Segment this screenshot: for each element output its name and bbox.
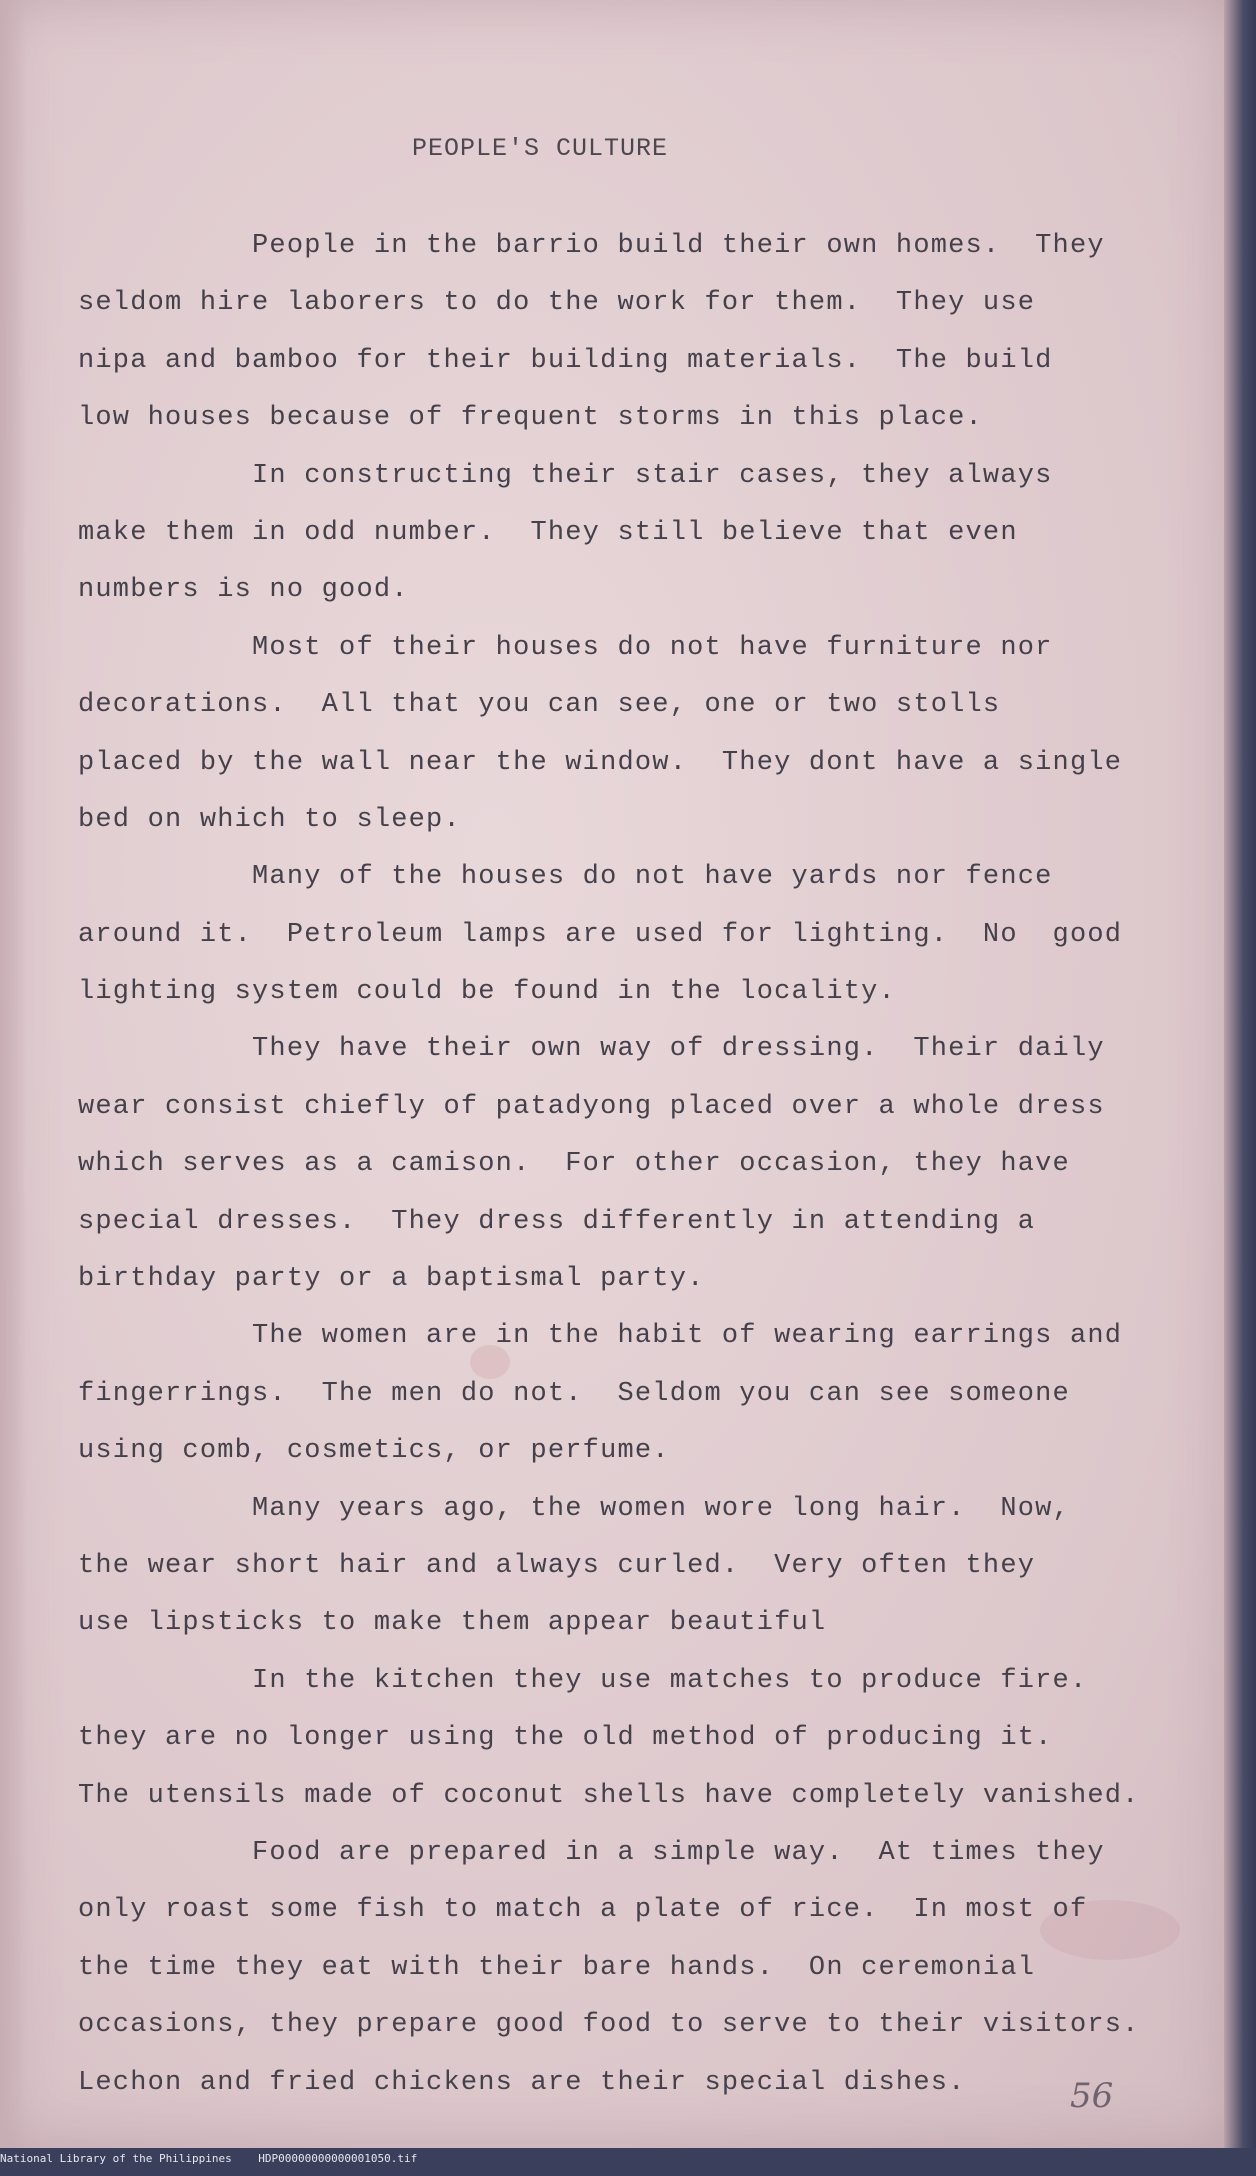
text-line: People in the barrio build their own homes. They: [78, 231, 1105, 261]
text-line: decorations. All that you can see, one or two stolls: [78, 690, 1001, 721]
text-line: placed by the wall near the window. They dont have a single: [78, 747, 1123, 778]
text-line: seldom hire laborers to do the work for them. They use: [78, 288, 1036, 319]
text-line: using comb, cosmetics, or perfume.: [78, 1436, 670, 1467]
text-line: Food are prepared in a simple way. At times they: [78, 1837, 1105, 1868]
text-line: the time they eat with their bare hands. On ceremonial: [78, 1952, 1036, 1983]
text-line: low houses because of frequent storms in this place.: [78, 403, 983, 434]
text-line: nipa and bamboo for their building materials. The build: [78, 345, 1053, 376]
text-line: In constructing their stair cases, they always: [78, 460, 1053, 491]
text-line: numbers is no good.: [78, 575, 409, 606]
text-line: In the kitchen they use matches to produce fire.: [78, 1665, 1088, 1696]
text-line: the wear short hair and always curled. Very often they: [78, 1550, 1036, 1581]
text-line: birthday party or a baptismal party.: [78, 1264, 705, 1295]
scanner-edge: [1224, 0, 1256, 2148]
text-line: Many years ago, the women wore long hair. Now,: [78, 1493, 1070, 1524]
page-number: 56: [1070, 2076, 1114, 2116]
text-line: Most of their houses do not have furniture nor: [78, 632, 1053, 663]
text-line: wear consist chiefly of patadyong placed over a whole dress: [78, 1091, 1105, 1122]
text-line: only roast some fish to match a plate of rice. In most of: [78, 1895, 1088, 1926]
text-line: They have their own way of dressing. Their daily: [78, 1034, 1105, 1065]
text-line: Lechon and fried chickens are their special dishes.: [78, 2067, 966, 2098]
text-line: special dresses. They dress differently in attending a: [78, 1206, 1036, 1237]
text-line: The women are in the habit of wearing earrings and: [78, 1321, 1123, 1352]
text-line: The utensils made of coconut shells have completely vanished.: [78, 1780, 1140, 1811]
text-line: make them in odd number. They still believe that even: [78, 517, 1018, 548]
text-line: occasions, they prepare good food to serve to their visitors.: [78, 2010, 1140, 2041]
text-line: lighting system could be found in the locality.: [78, 977, 896, 1008]
scan-footer-caption: National Library of the Philippines HDP00000000000001050.tif: [0, 2152, 418, 2165]
text-line: which serves as a camison. For other occasion, they have: [78, 1149, 1070, 1180]
typed-text-body: [78, 218, 1140, 2112]
text-line: fingerrings. The men do not. Seldom you can see someone: [78, 1378, 1070, 1409]
text-line: Many of the houses do not have yards nor fence: [78, 862, 1053, 893]
text-line: around it. Petroleum lamps are used for lighting. No good: [78, 919, 1123, 950]
page-title: PEOPLE'S CULTURE: [412, 134, 669, 163]
text-line: use lipsticks to make them appear beautiful: [78, 1608, 827, 1639]
page-left-edge-shadow: [0, 0, 26, 2148]
text-line: bed on which to sleep.: [78, 804, 461, 835]
text-line: they are no longer using the old method of producing it.: [78, 1723, 1053, 1754]
